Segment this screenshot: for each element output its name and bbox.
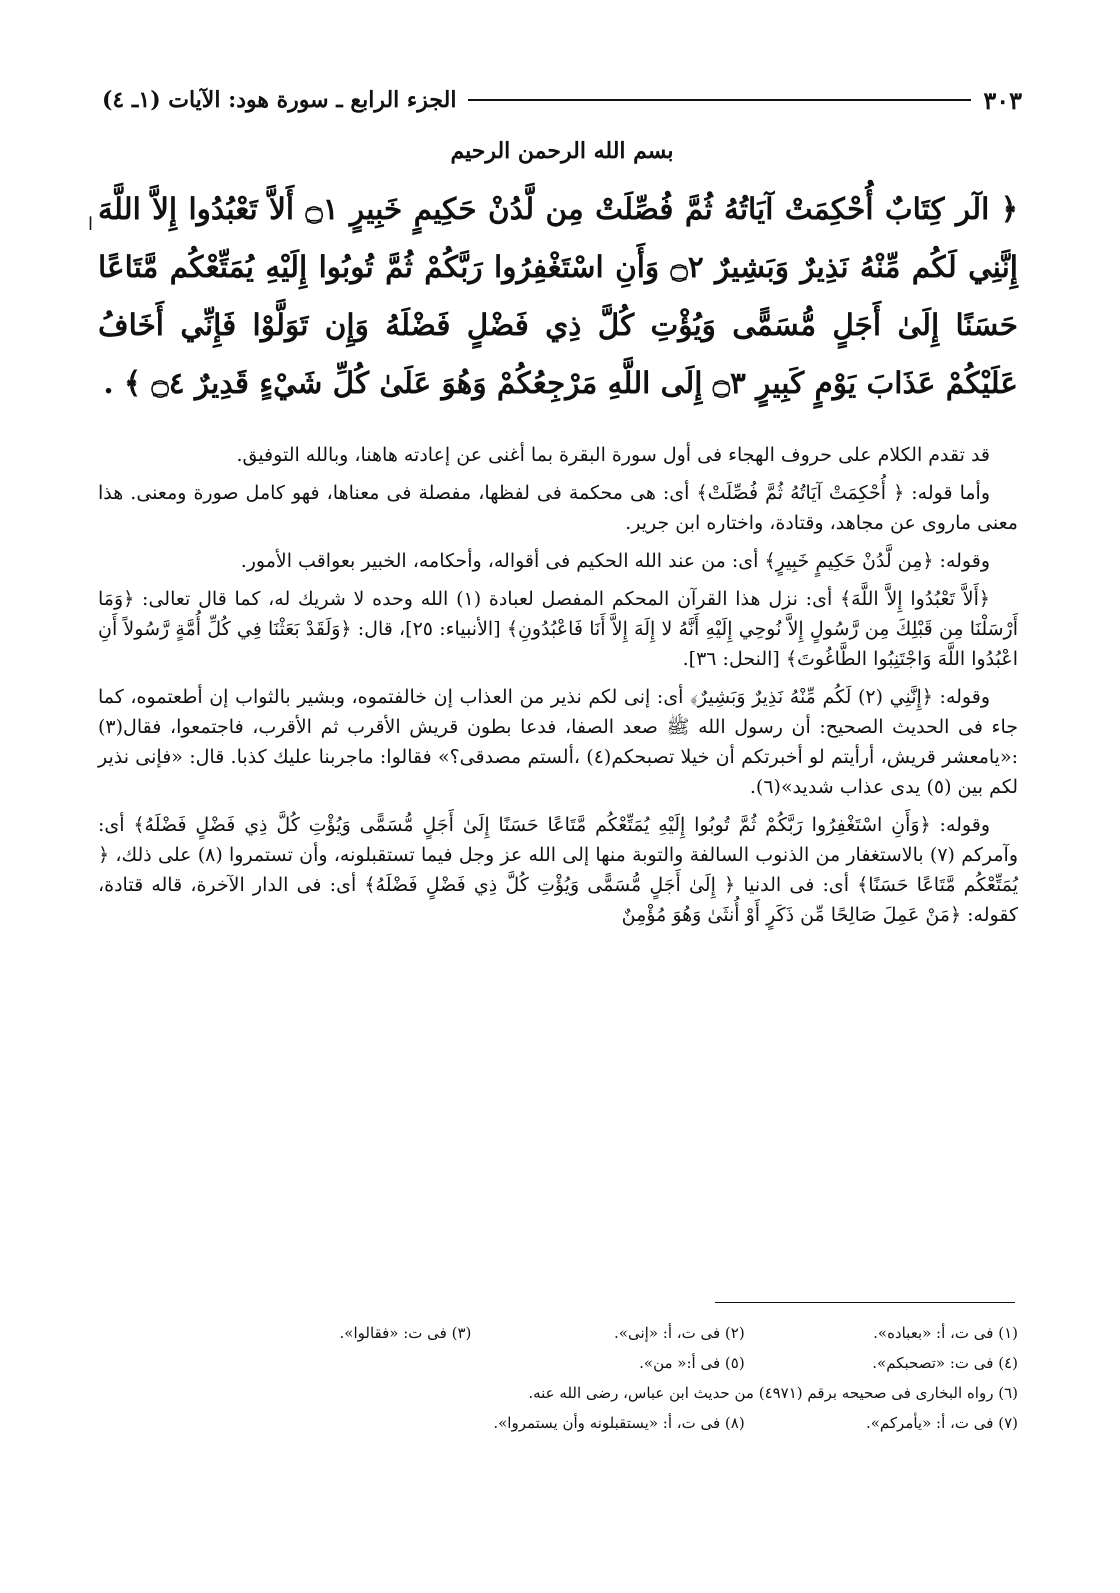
footnote: (٥) فى أ:« من». — [639, 1354, 745, 1372]
quran-verses — [98, 180, 1018, 412]
paragraph: وقوله: ﴿وَأَنِ اسْتَغْفِرُوا رَبَّكُمْ ثُمَّ تُوبُوا إِلَيْهِ يُمَتِّعْكُم مَّتَاعًا حَسَنًا إِلَىٰ أَجَلٍ مُّسَمًّى وَيُؤْتِ كُلَّ ذِي فَضْلٍ فَضْلَهُ﴾ أى: وآمركم (٧) بالاستغفار من الذنوب السالفة والتوبة منها إلى الله عز وجل فيما تستقبلونه، وأن تستمروا (٨) على ذلك، ﴿ يُمَتِّعْكُم مَّتَاعًا حَسَنًا﴾ أى: فى الدنيا ﴿ إِلَىٰ أَجَلٍ مُّسَمًّى وَيُؤْتِ كُلَّ ذِي فَضْلٍ فَضْلَهُ﴾ أى: فى الدار الآخرة، قاله قتادة، كقوله: ﴿مَنْ عَمِلَ صَالِحًا مِّن ذَكَرٍ أَوْ أُنثَىٰ وَهُوَ مُؤْمِنٌ — [98, 814, 1019, 926]
footnote-rule — [715, 1302, 1015, 1303]
footnotes — [198, 1318, 1018, 1438]
footnote: (٧) فى ت، أ: «يأمركم». — [865, 1414, 1018, 1432]
footnote-row — [198, 1378, 1018, 1408]
page-header — [102, 82, 1022, 118]
paragraph: ﴿أَلاَّ تَعْبُدُوا إِلاَّ اللَّهَ﴾ أى: نزل هذا القرآن المحكم المفصل لعبادة (١) الله وحده لا شريك له، كما قال تعالى: ﴿وَمَا أَرْسَلْنَا مِن قَبْلِكَ مِن رَّسُولٍ إِلاَّ نُوحِي إِلَيْهِ أَنَّهُ لا إِلَهَ إِلاَّ أَنَا فَاعْبُدُونِ﴾ [الأنبياء: ٢٥]، قال: ﴿وَلَقَدْ بَعَثْنَا فِي كُلِّ أُمَّةٍ رَّسُولاً أَنِ اعْبُدُوا اللَّهَ وَاجْتَنِبُوا الطَّاغُوتَ﴾ [النحل: ٣٦]. — [98, 588, 1018, 670]
footnote-empty — [198, 1408, 471, 1438]
footnote-row — [198, 1318, 1018, 1348]
footnote: (٦) رواه البخارى فى صحيحه برقم (٤٩٧١) من حديث ابن عباس، رضى الله عنه. — [528, 1384, 1018, 1402]
quran-verses-text: ﴿ الٓر كِتَابٌ أُحْكِمَتْ آيَاتُهُ ثُمَّ فُصِّلَتْ مِن لَّدُنْ حَكِيمٍ خَبِيرٍ ۝١ أَلاَّ تَعْبُدُوا إِلاَّ اللَّهَ إِنَّنِي لَكُم مِّنْهُ نَذِيرٌ وَبَشِيرٌ ۝٢ وَأَنِ اسْتَغْفِرُوا رَبَّكُمْ ثُمَّ تُوبُوا إِلَيْهِ يُمَتِّعْكُم مَّتَاعًا حَسَنًا إِلَىٰ أَجَلٍ مُّسَمًّى وَيُؤْتِ كُلَّ ذِي فَضْلٍ فَضْلَهُ وَإِن تَوَلَّوْا فَإِنِّي أَخَافُ عَلَيْكُمْ عَذَابَ يَوْمٍ كَبِيرٍ ۝٣ إِلَى اللَّهِ مَرْجِعُكُمْ وَهُوَ عَلَىٰ كُلِّ شَيْءٍ قَدِيرٌ ۝٤ ﴾ . — [98, 191, 1018, 400]
paragraph: وأما قوله: ﴿ أُحْكِمَتْ آيَاتُهُ ثُمَّ فُصِّلَتْ﴾ أى: هى محكمة فى لفظها، مفصلة فى معناها، فهو كامل صورة ومعنى. هذا معنى ماروى عن مجاهد، وقتادة، واختاره ابن جرير. — [98, 482, 1018, 534]
footnote: (٣) فى ت: «فقالوا». — [339, 1324, 472, 1342]
footnote: (٨) فى ت، أ: «يستقبلونه وأن يستمروا». — [493, 1414, 745, 1432]
running-title: الجزء الرابع ـ سورة هود: الآيات (١ـ ٤) — [102, 87, 457, 113]
paragraph: وقوله: ﴿إِنَّنِي (٢) لَكُم مِّنْهُ نَذِيرٌ وَبَشِيرٌ﴾ أى: إنى لكم نذير من العذاب إن خالفتموه، وبشير بالثواب إن أطعتموه، كما جاء فى الحديث الصحيح: أن رسول الله ﷺ صعد الصفا، فدعا بطون قريش الأقرب ثم الأقرب، فاجتمعوا، فقال(٣) :«يامعشر قريش، أرأيتم لو أخبرتكم أن خيلا تصبحكم(٤) ،ألستم مصدقى؟» فقالوا: ماجربنا عليك كذبا. قال: «فإنى نذير لكم بين (٥) يدى عذاب شديد»(٦). — [98, 686, 1018, 798]
footnote: (٤) فى ت: «تصحبكم». — [872, 1354, 1018, 1372]
paragraph: وقوله: ﴿مِن لَّدُنْ حَكِيمٍ خَبِيرٍ﴾ أى: من عند الله الحكيم فى أقواله، وأحكامه، الخبير بعواقب الأمور. — [240, 550, 990, 572]
paragraph: قد تقدم الكلام على حروف الهجاء فى أول سورة البقرة بما أغنى عن إعادته هاهنا، وبالله التوفيق. — [236, 444, 990, 466]
footnote-row — [198, 1408, 1018, 1438]
header-rule — [468, 99, 971, 101]
margin-mark: ا — [88, 214, 94, 235]
commentary-body — [98, 440, 1018, 938]
footnote: (٢) فى ت، أ: «إنى». — [614, 1324, 745, 1342]
footnote-empty — [198, 1348, 471, 1378]
page-number: ٣٠٣ — [983, 85, 1022, 115]
basmala: بسم الله الرحمن الرحيم — [450, 138, 674, 164]
footnote-row — [198, 1348, 1018, 1378]
footnote: (١) فى ت، أ: «بعباده». — [873, 1324, 1018, 1342]
